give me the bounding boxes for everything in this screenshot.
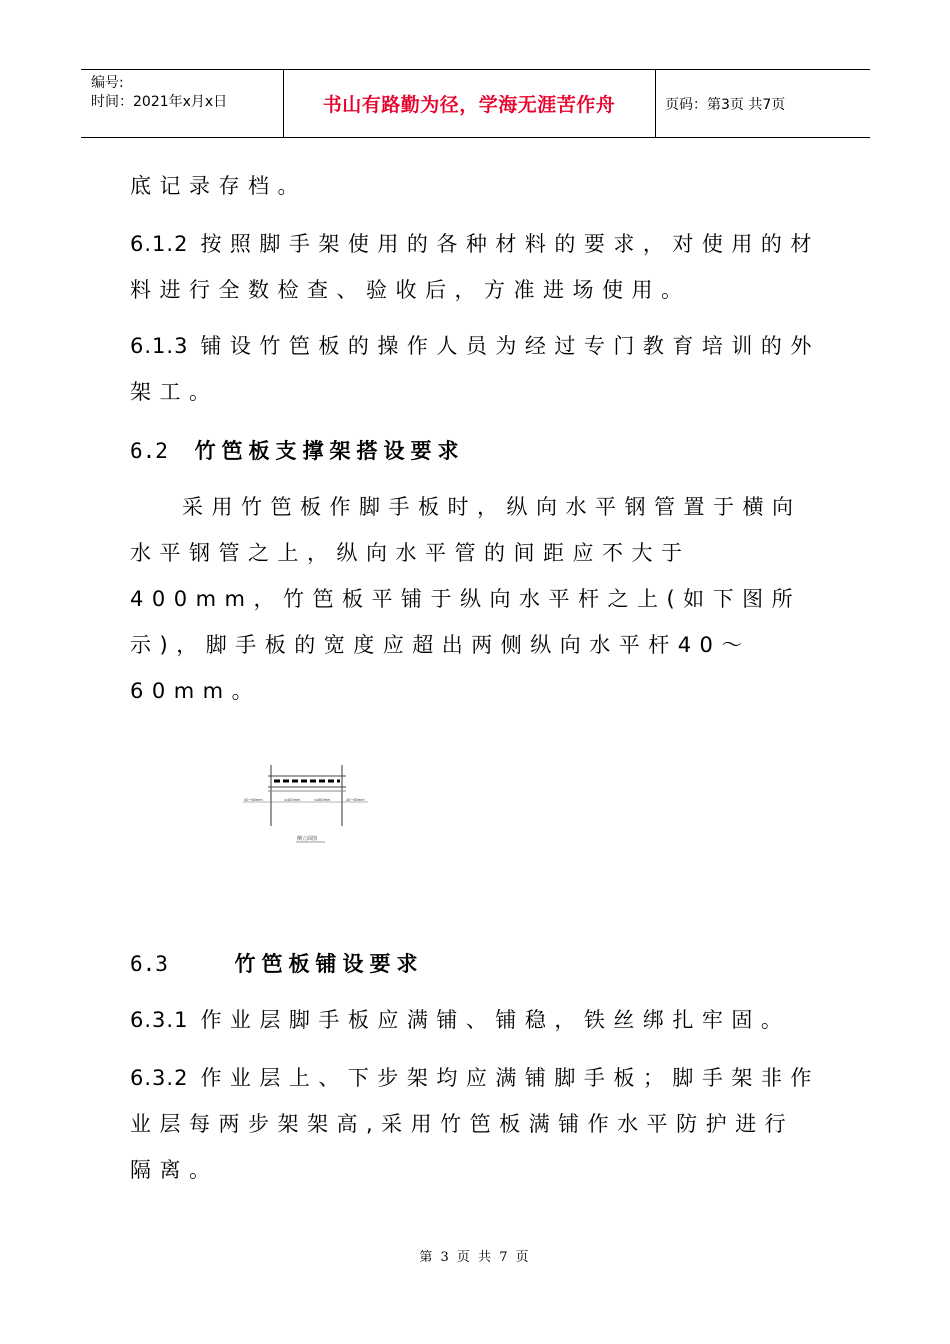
dimension-label-mid: ≤400mm xyxy=(284,798,301,802)
page-header xyxy=(81,69,870,138)
header-page-code: 页码：第3页 共7页 xyxy=(665,96,786,113)
section-number: 6.2 xyxy=(130,439,168,463)
dimension-label-left: 40~60mm xyxy=(244,798,263,802)
clause-text: 铺设竹笆板的操作人员为经过专门教育培训的外架工。 xyxy=(130,334,820,404)
clause-text: 作业层上、下步架均应满铺脚手板；脚手架非作业层每两步架架高,采用竹笆板满铺作水平防护进行隔离。 xyxy=(130,1066,820,1182)
scaffold-side-elevation-figure xyxy=(238,760,373,846)
header-motto: 书山有路勤为径，学海无涯苦作舟 xyxy=(322,94,616,116)
clause-6-1-2 xyxy=(130,221,820,313)
paragraph-continuation: 底记录存档。 xyxy=(130,174,307,198)
clause-6-1-3 xyxy=(130,323,820,415)
section-heading-6-2 xyxy=(130,435,465,465)
section-title: 竹笆板铺设要求 xyxy=(234,952,424,976)
section-title: 竹笆板支撑架搭设要求 xyxy=(194,439,465,463)
clause-6-3-1 xyxy=(130,997,820,1043)
scaffold-diagram xyxy=(238,760,373,846)
clause-6-3-2 xyxy=(130,1055,820,1193)
clause-text: 按照脚手架使用的各种材料的要求，对使用的材料进行全数检查、验收后，方准进场使用。 xyxy=(130,232,820,302)
document-time-label: 时间：2021年x月x日 xyxy=(91,94,228,110)
dimension-label-right: 40~60mm xyxy=(346,798,365,802)
section-heading-6-3 xyxy=(130,948,424,978)
clause-number: 6.1.2 xyxy=(130,232,189,256)
page-footer: 第 3 页 共 7 页 xyxy=(419,1250,531,1265)
paragraph-6-2-body: 采用竹笆板作脚手板时，纵向水平钢管置于横向水平钢管之上，纵向水平管的间距应不大于400mm，竹笆板平铺于纵向水平杆之上(如下图所示)，脚手板的宽度应超出两侧纵向水平杆40～60mm。 xyxy=(130,495,802,703)
figure-caption: 侧立面图 xyxy=(297,836,318,842)
clause-number: 6.3.1 xyxy=(130,1008,189,1032)
document-number-label: 编号: xyxy=(91,75,124,91)
header-meta xyxy=(91,74,227,112)
header-divider xyxy=(655,70,656,137)
clause-number: 6.1.3 xyxy=(130,334,189,358)
clause-number: 6.3.2 xyxy=(130,1066,189,1090)
dimension-label-mid: ≤400mm xyxy=(314,798,331,802)
section-number: 6.3 xyxy=(130,952,168,976)
clause-text: 作业层脚手板应满铺、铺稳，铁丝绑扎牢固。 xyxy=(200,1008,791,1032)
